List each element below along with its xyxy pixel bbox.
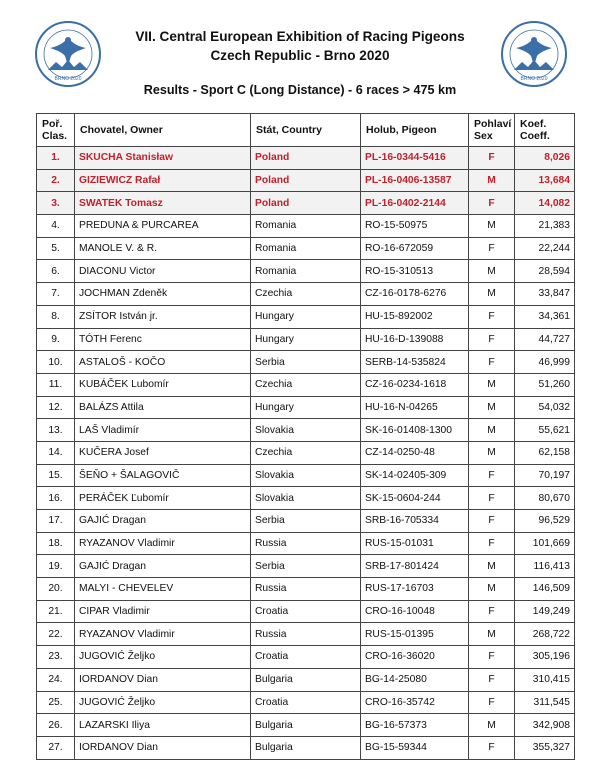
table-row [37, 487, 575, 510]
pigeon-cell: BG-15-59344 [361, 736, 469, 759]
rank-cell: 3. [37, 192, 75, 215]
svg-text:BRNO 2020: BRNO 2020 [54, 76, 82, 82]
coeff-cell: 28,594 [515, 260, 575, 283]
country-cell: Slovakia [251, 464, 361, 487]
pigeon-cell: BG-14-25080 [361, 668, 469, 691]
sex-cell: F [469, 328, 515, 351]
pigeon-cell: SERB-14-535824 [361, 351, 469, 374]
sex-cell: F [469, 646, 515, 669]
table-row [37, 260, 575, 283]
country-cell: Czechia [251, 441, 361, 464]
col-rank: Poř. Clas. [37, 114, 75, 147]
pigeon-cell: RUS-15-01031 [361, 532, 469, 555]
table-row [37, 691, 575, 714]
sex-cell: F [469, 487, 515, 510]
country-cell: Russia [251, 578, 361, 601]
rank-cell: 22. [37, 623, 75, 646]
sex-cell: F [469, 600, 515, 623]
coeff-cell: 101,669 [515, 532, 575, 555]
owner-cell: JOCHMAN Zdeněk [75, 283, 251, 306]
coeff-cell: 13,684 [515, 169, 575, 192]
table-row [37, 351, 575, 374]
pigeon-cell: BG-16-57373 [361, 714, 469, 737]
coeff-cell: 305,196 [515, 646, 575, 669]
country-cell: Russia [251, 532, 361, 555]
table-row [37, 510, 575, 533]
country-cell: Hungary [251, 396, 361, 419]
country-cell: Croatia [251, 646, 361, 669]
country-cell: Czechia [251, 283, 361, 306]
country-cell: Hungary [251, 328, 361, 351]
pigeon-cell: SK-16-01408-1300 [361, 419, 469, 442]
table-row [37, 396, 575, 419]
rank-cell: 24. [37, 668, 75, 691]
sex-cell: F [469, 510, 515, 533]
table-header-row [37, 114, 575, 147]
country-cell: Russia [251, 623, 361, 646]
document-header [110, 27, 490, 65]
country-cell: Bulgaria [251, 714, 361, 737]
coeff-cell: 55,621 [515, 419, 575, 442]
sex-cell: M [469, 215, 515, 238]
rank-cell: 14. [37, 441, 75, 464]
rank-cell: 1. [37, 147, 75, 170]
rank-cell: 18. [37, 532, 75, 555]
pigeon-cell: PL-16-0402-2144 [361, 192, 469, 215]
rank-cell: 5. [37, 237, 75, 260]
coeff-cell: 14,082 [515, 192, 575, 215]
country-cell: Slovakia [251, 487, 361, 510]
coeff-cell: 46,999 [515, 351, 575, 374]
coeff-cell: 44,727 [515, 328, 575, 351]
coeff-cell: 22,244 [515, 237, 575, 260]
rank-cell: 25. [37, 691, 75, 714]
sex-cell: F [469, 192, 515, 215]
rank-cell: 4. [37, 215, 75, 238]
col-coeff: Koef. Coeff. [515, 114, 575, 147]
owner-cell: BALÁZS Attila [75, 396, 251, 419]
rank-cell: 23. [37, 646, 75, 669]
sex-cell: M [469, 441, 515, 464]
owner-cell: PERÁČEK Ľubomír [75, 487, 251, 510]
rank-cell: 13. [37, 419, 75, 442]
sex-cell: M [469, 283, 515, 306]
country-cell: Czechia [251, 373, 361, 396]
owner-cell: IORDANOV Dian [75, 736, 251, 759]
pigeon-cell: SK-14-02405-309 [361, 464, 469, 487]
owner-cell: GAJIĆ Dragan [75, 555, 251, 578]
owner-cell: KUČERA Josef [75, 441, 251, 464]
results-subtitle: Results - Sport C (Long Distance) - 6 races > 475 km [143, 83, 457, 97]
table-row [37, 736, 575, 759]
rank-cell: 7. [37, 283, 75, 306]
owner-cell: IORDANOV Dian [75, 668, 251, 691]
sex-cell: F [469, 305, 515, 328]
pigeon-cell: CZ-16-0178-6276 [361, 283, 469, 306]
rank-cell: 10. [37, 351, 75, 374]
table-row [37, 464, 575, 487]
sex-cell: M [469, 419, 515, 442]
rank-cell: 15. [37, 464, 75, 487]
table-row [37, 373, 575, 396]
owner-cell: DIACONU Victor [75, 260, 251, 283]
table-row [37, 668, 575, 691]
country-cell: Serbia [251, 510, 361, 533]
table-row [37, 441, 575, 464]
table-row [37, 623, 575, 646]
table-row [37, 215, 575, 238]
owner-cell: LAZARSKI Iliya [75, 714, 251, 737]
rank-cell: 16. [37, 487, 75, 510]
sex-cell: M [469, 260, 515, 283]
country-cell: Romania [251, 215, 361, 238]
rank-cell: 6. [37, 260, 75, 283]
table-row [37, 169, 575, 192]
owner-cell: MANOLE V. & R. [75, 237, 251, 260]
country-cell: Hungary [251, 305, 361, 328]
sex-cell: M [469, 623, 515, 646]
country-cell: Bulgaria [251, 668, 361, 691]
sex-cell: M [469, 373, 515, 396]
sex-cell: M [469, 578, 515, 601]
owner-cell: RYAZANOV Vladimir [75, 623, 251, 646]
pigeon-cell: RO-16-672059 [361, 237, 469, 260]
col-country: Stát, Country [251, 114, 361, 147]
rank-cell: 9. [37, 328, 75, 351]
sex-cell: M [469, 396, 515, 419]
coeff-cell: 310,415 [515, 668, 575, 691]
coeff-cell: 8,026 [515, 147, 575, 170]
rank-cell: 11. [37, 373, 75, 396]
country-cell: Romania [251, 260, 361, 283]
table-row [37, 328, 575, 351]
coeff-cell: 146,509 [515, 578, 575, 601]
coeff-cell: 342,908 [515, 714, 575, 737]
coeff-cell: 80,670 [515, 487, 575, 510]
col-pigeon: Holub, Pigeon [361, 114, 469, 147]
coeff-cell: 62,158 [515, 441, 575, 464]
owner-cell: LAŠ Vladimír [75, 419, 251, 442]
table-row [37, 147, 575, 170]
coeff-cell: 54,032 [515, 396, 575, 419]
owner-cell: MALYI - CHEVELEV [75, 578, 251, 601]
country-cell: Bulgaria [251, 736, 361, 759]
coeff-cell: 70,197 [515, 464, 575, 487]
rank-cell: 2. [37, 169, 75, 192]
pigeon-cell: CRO-16-36020 [361, 646, 469, 669]
country-cell: Croatia [251, 691, 361, 714]
coeff-cell: 34,361 [515, 305, 575, 328]
owner-cell: JUGOVIĆ Željko [75, 691, 251, 714]
table-row [37, 237, 575, 260]
sex-cell: M [469, 714, 515, 737]
coeff-cell: 268,722 [515, 623, 575, 646]
sex-cell: F [469, 532, 515, 555]
table-row [37, 714, 575, 737]
sex-cell: F [469, 691, 515, 714]
owner-cell: GAJIĆ Dragan [75, 510, 251, 533]
country-cell: Slovakia [251, 419, 361, 442]
table-row [37, 419, 575, 442]
exhibition-logo-left [34, 20, 102, 88]
country-cell: Poland [251, 192, 361, 215]
results-table [36, 113, 575, 760]
exhibition-logo-right [500, 20, 568, 88]
table-row [37, 532, 575, 555]
table-row [37, 646, 575, 669]
country-cell: Serbia [251, 555, 361, 578]
sex-cell: M [469, 169, 515, 192]
coeff-cell: 21,383 [515, 215, 575, 238]
owner-cell: GIZIEWICZ Rafał [75, 169, 251, 192]
pigeon-cell: PL-16-0406-13587 [361, 169, 469, 192]
coeff-cell: 116,413 [515, 555, 575, 578]
rank-cell: 21. [37, 600, 75, 623]
owner-cell: CIPAR Vladimir [75, 600, 251, 623]
pigeon-cell: HU-16-N-04265 [361, 396, 469, 419]
coeff-cell: 51,260 [515, 373, 575, 396]
title-line-2: Czech Republic - Brno 2020 [210, 48, 390, 63]
pigeon-cell: PL-16-0344-5416 [361, 147, 469, 170]
owner-cell: ŠEŇO + ŠALAGOVIČ [75, 464, 251, 487]
rank-cell: 20. [37, 578, 75, 601]
col-sex: Pohlaví Sex [469, 114, 515, 147]
sex-cell: F [469, 147, 515, 170]
table-row [37, 578, 575, 601]
pigeon-cell: CZ-14-0250-48 [361, 441, 469, 464]
coeff-cell: 149,249 [515, 600, 575, 623]
pigeon-cell: SK-15-0604-244 [361, 487, 469, 510]
owner-cell: PREDUNA & PURCAREA [75, 215, 251, 238]
rank-cell: 17. [37, 510, 75, 533]
title-line-1: VII. Central European Exhibition of Racing Pigeons [135, 29, 465, 44]
rank-cell: 8. [37, 305, 75, 328]
rank-cell: 26. [37, 714, 75, 737]
col-owner: Chovatel, Owner [75, 114, 251, 147]
coeff-cell: 311,545 [515, 691, 575, 714]
country-cell: Serbia [251, 351, 361, 374]
table-row [37, 555, 575, 578]
pigeon-cell: CRO-16-35742 [361, 691, 469, 714]
svg-text:BRNO 2020: BRNO 2020 [520, 76, 548, 82]
pigeon-cell: SRB-17-801424 [361, 555, 469, 578]
table-row [37, 192, 575, 215]
sex-cell: F [469, 736, 515, 759]
sex-cell: F [469, 237, 515, 260]
coeff-cell: 96,529 [515, 510, 575, 533]
owner-cell: ZSÍTOR István jr. [75, 305, 251, 328]
rank-cell: 19. [37, 555, 75, 578]
owner-cell: TÓTH Ferenc [75, 328, 251, 351]
table-row [37, 305, 575, 328]
owner-cell: SKUCHA Stanisław [75, 147, 251, 170]
owner-cell: JUGOVIĆ Željko [75, 646, 251, 669]
sex-cell: F [469, 668, 515, 691]
rank-cell: 12. [37, 396, 75, 419]
table-row [37, 283, 575, 306]
pigeon-cell: HU-15-892002 [361, 305, 469, 328]
sex-cell: F [469, 351, 515, 374]
coeff-cell: 33,847 [515, 283, 575, 306]
owner-cell: SWATEK Tomasz [75, 192, 251, 215]
pigeon-cell: RUS-15-01395 [361, 623, 469, 646]
pigeon-cell: CZ-16-0234-1618 [361, 373, 469, 396]
pigeon-cell: CRO-16-10048 [361, 600, 469, 623]
country-cell: Poland [251, 169, 361, 192]
country-cell: Poland [251, 147, 361, 170]
sex-cell: F [469, 464, 515, 487]
owner-cell: ASTALOŠ - KOČO [75, 351, 251, 374]
owner-cell: KUBÁČEK Lubomír [75, 373, 251, 396]
pigeon-cell: RUS-17-16703 [361, 578, 469, 601]
owner-cell: RYAZANOV Vladimir [75, 532, 251, 555]
coeff-cell: 355,327 [515, 736, 575, 759]
pigeon-cell: SRB-16-705334 [361, 510, 469, 533]
pigeon-cell: HU-16-D-139088 [361, 328, 469, 351]
country-cell: Romania [251, 237, 361, 260]
country-cell: Croatia [251, 600, 361, 623]
rank-cell: 27. [37, 736, 75, 759]
sex-cell: M [469, 555, 515, 578]
pigeon-cell: RO-15-310513 [361, 260, 469, 283]
table-row [37, 600, 575, 623]
pigeon-cell: RO-15-50975 [361, 215, 469, 238]
